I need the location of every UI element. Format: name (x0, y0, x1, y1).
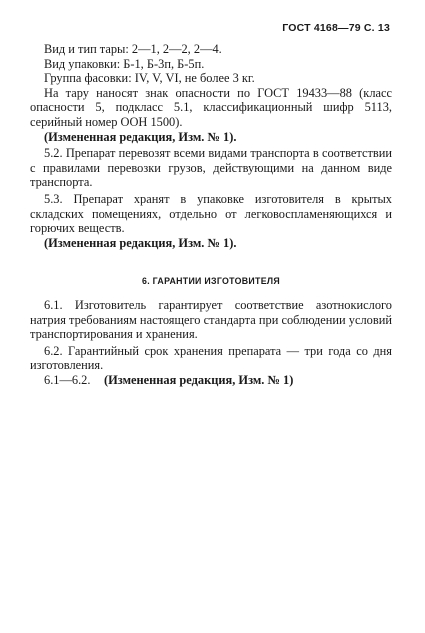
packing-group-line: Группа фасовки: IV, V, VI, не более 3 кг. (44, 71, 255, 86)
amendment-note: (Измененная редакция, Изм. № 1) (104, 372, 294, 387)
transport-paragraph: 5.2. Препарат перевозят всеми видами транспорта в соответствии с правилами перевозки грузов, действующими на данном виде транспорта. (30, 146, 392, 190)
amendment-footer (30, 373, 392, 388)
guarantee-paragraph: 6.1. Изготовитель гарантирует соответствие азотнокислого натрия требованиям настоящего стандарта при соблюдении условий транспортирования и хранения. (30, 297, 392, 342)
amendment-note: (Измененная редакция, Изм. № 1). (44, 129, 237, 144)
container-type-line: Вид и тип тары: 2—1, 2—2, 2—4. (44, 42, 222, 56)
hazard-sign-paragraph: На тару наносят знак опасности по ГОСТ 19433—88 (класс опасности 5, подкласс 5.1, классификационный шифр 5113, серийный номер ООН 1500). (30, 85, 392, 129)
section-heading: 6. ГАРАНТИИ ИЗГОТОВИТЕЛЯ (142, 276, 280, 287)
packaging-type-line: Вид упаковки: Б-1, Б-3п, Б-5п. (44, 56, 205, 71)
page-header: ГОСТ 4168—79 С. 13 (282, 22, 390, 34)
clause-range-label: 6.1—6.2. (44, 372, 91, 387)
shelf-life-paragraph: 6.2. Гарантийный срок хранения препарата — три года со дня изготовления. (30, 343, 392, 373)
storage-paragraph: 5.3. Препарат хранят в упаковке изготовителя в крытых складских помещениях, отдельно от легковоспламеняющихся и горючих веществ. (30, 191, 392, 236)
amendment-note: (Измененная редакция, Изм. № 1). (44, 235, 237, 250)
document-body (30, 42, 392, 387)
